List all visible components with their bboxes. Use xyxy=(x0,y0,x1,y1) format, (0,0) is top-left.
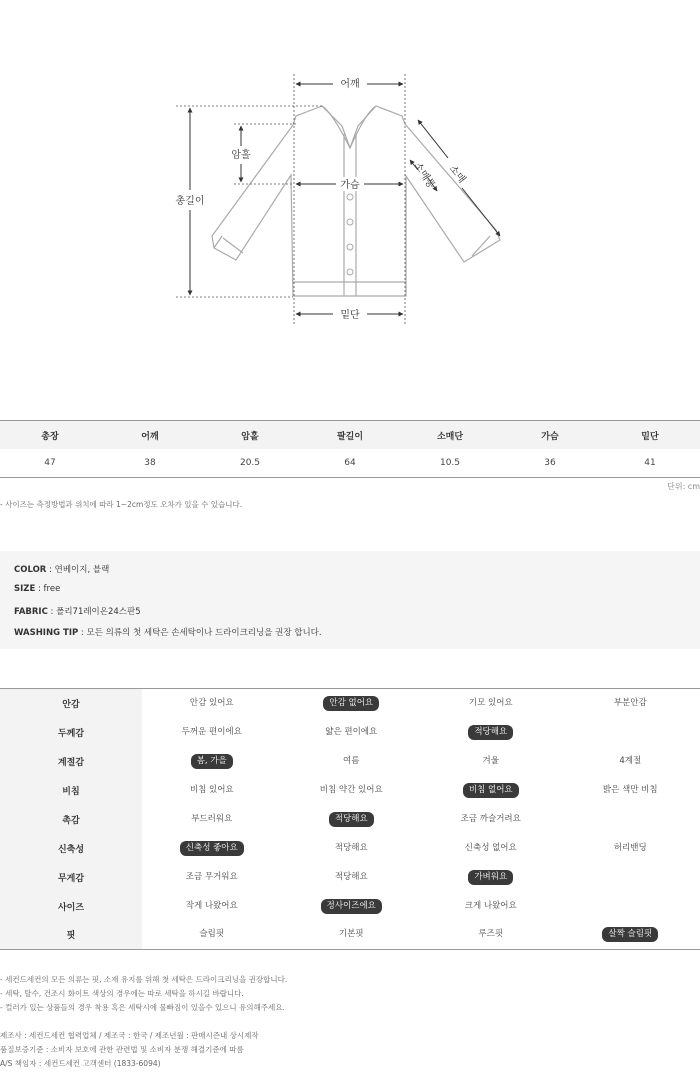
feature-option-cell xyxy=(421,805,561,834)
size-header-armhole: 암홀 xyxy=(200,421,300,450)
color-line xyxy=(14,563,109,575)
product-info-box xyxy=(0,551,700,649)
feature-option-cell xyxy=(421,892,561,921)
feature-option: 여름 xyxy=(343,755,360,766)
feature-name: 무게감 xyxy=(0,863,142,892)
feature-option-cell xyxy=(282,747,422,776)
label-sleeve: 소매 xyxy=(446,163,468,186)
feature-option: 조금 무거워요 xyxy=(185,871,238,882)
size-value: : free xyxy=(35,584,61,594)
feature-option-selected: 봄, 가을 xyxy=(191,754,233,769)
feature-option-cell xyxy=(421,921,561,950)
garment-outline xyxy=(212,106,500,296)
size-value-total-length: 47 xyxy=(0,449,100,478)
feature-option-cell xyxy=(282,718,422,747)
feature-option: 크게 나왔어요 xyxy=(464,900,517,911)
size-value-armhole: 20.5 xyxy=(200,449,300,478)
feature-option-selected: 가벼워요 xyxy=(468,870,513,885)
feature-table xyxy=(0,688,700,950)
feature-option: 4계절 xyxy=(619,755,642,766)
feature-option-cell xyxy=(561,834,700,863)
label-chest: 가슴 xyxy=(340,180,360,191)
feature-option: 슬림핏 xyxy=(199,929,225,940)
feature-option-cell xyxy=(282,921,422,950)
fabric-line xyxy=(14,605,141,617)
label-shoulder: 어깨 xyxy=(340,79,360,90)
feature-option: 부분안감 xyxy=(613,697,647,708)
feature-option-cell xyxy=(142,892,282,921)
feature-option-selected: 비침 없어요 xyxy=(463,783,519,798)
feature-option: 두꺼운 편이에요 xyxy=(181,726,242,737)
feature-row xyxy=(0,776,700,805)
feature-row xyxy=(0,863,700,892)
washing-line xyxy=(14,626,322,638)
feature-option-cell xyxy=(282,805,422,834)
feature-option: 겨울 xyxy=(482,755,499,766)
feature-name: 안감 xyxy=(0,689,142,718)
size-header-shoulder: 어깨 xyxy=(100,421,200,450)
feature-option-selected: 적당해요 xyxy=(329,812,374,827)
feature-row xyxy=(0,689,700,718)
feature-option-cell xyxy=(421,689,561,718)
care-notes xyxy=(0,974,287,1016)
care-note: - 컬러가 있는 상품들의 경우 착용 혹은 세탁시에 물빠짐이 있을수 있으니 유의해주세요. xyxy=(0,1003,285,1012)
size-header-arm-length: 팔길이 xyxy=(300,421,400,450)
feature-option-cell xyxy=(282,834,422,863)
feature-option-cell xyxy=(421,834,561,863)
feature-option-cell xyxy=(282,689,422,718)
size-header-sleeve-cuff: 소매단 xyxy=(400,421,500,450)
feature-option-cell xyxy=(142,834,282,863)
feature-option: 허리밴딩 xyxy=(613,842,647,853)
feature-option: 조금 까슬거려요 xyxy=(460,813,521,824)
manufacturer-info xyxy=(0,1030,259,1072)
feature-option-cell xyxy=(561,689,700,718)
quality-standard-line: 품질보증기준 : 소비자 보호에 관한 관련법 및 소비자 분쟁 해결기준에 따름 xyxy=(0,1045,244,1054)
feature-option: 신축성 없어요 xyxy=(464,842,517,853)
feature-option-cell xyxy=(142,718,282,747)
feature-row xyxy=(0,921,700,950)
feature-row xyxy=(0,805,700,834)
cardigan-buttons xyxy=(347,194,353,275)
feature-option-cell xyxy=(421,747,561,776)
feature-option-cell xyxy=(142,921,282,950)
feature-option-selected: 적당해요 xyxy=(468,725,513,740)
feature-row xyxy=(0,747,700,776)
feature-option: 기본핏 xyxy=(338,929,364,940)
size-table-value-row xyxy=(0,449,700,478)
feature-option-cell xyxy=(421,718,561,747)
label-hem: 밑단 xyxy=(340,310,360,321)
washing-value: : 모든 의류의 첫 세탁은 손세탁이나 드라이크리닝을 권장 합니다. xyxy=(78,628,322,638)
feature-option-cell xyxy=(282,863,422,892)
feature-option-cell xyxy=(421,863,561,892)
size-header-hem: 밑단 xyxy=(600,421,700,450)
as-contact-line: A/S 책임자 : 세컨드세컨 고객센터 (1833-6094) xyxy=(0,1059,161,1068)
size-value-shoulder: 38 xyxy=(100,449,200,478)
measurement-diagram xyxy=(0,0,700,400)
feature-name: 비침 xyxy=(0,776,142,805)
feature-option: 비침 있어요 xyxy=(189,784,234,795)
feature-name: 신축성 xyxy=(0,834,142,863)
size-unit: 단위: cm xyxy=(667,482,700,491)
feature-row xyxy=(0,892,700,921)
feature-option: 루즈핏 xyxy=(478,929,504,940)
size-value-sleeve-cuff: 10.5 xyxy=(400,449,500,478)
size-header-chest: 가슴 xyxy=(500,421,600,450)
feature-row xyxy=(0,718,700,747)
feature-option: 기모 있어요 xyxy=(468,697,513,708)
feature-option: 비침 약간 있어요 xyxy=(319,784,383,795)
feature-option-cell xyxy=(142,805,282,834)
feature-name: 핏 xyxy=(0,921,142,950)
feature-option: 부드러워요 xyxy=(191,813,233,824)
feature-option-cell xyxy=(561,892,700,921)
feature-option: 적당해요 xyxy=(334,842,368,853)
size-table-header-row xyxy=(0,421,700,450)
feature-option-selected: 신축성 좋아요 xyxy=(180,841,244,856)
feature-option: 작게 나왔어요 xyxy=(185,900,238,911)
feature-option-cell xyxy=(142,863,282,892)
feature-name: 촉감 xyxy=(0,805,142,834)
feature-option-cell xyxy=(142,747,282,776)
care-note: - 세컨드세컨의 모든 의류는 핏, 소재 유지를 위해 첫 세탁은 드라이크리닝을 권장합니다. xyxy=(0,975,288,984)
size-line xyxy=(14,584,60,594)
feature-option: 안감 있어요 xyxy=(189,697,234,708)
feature-option-selected: 살짝 슬림핏 xyxy=(602,927,658,942)
feature-option-cell xyxy=(561,921,700,950)
feature-option: 얇은 편이에요 xyxy=(325,726,378,737)
feature-option-cell xyxy=(142,689,282,718)
size-value-arm-length: 64 xyxy=(300,449,400,478)
washing-label: WASHING TIP xyxy=(14,628,79,638)
feature-name: 사이즈 xyxy=(0,892,142,921)
manufacturer-line: 제조사 : 세컨드세컨 협력업체 / 제조국 : 한국 / 제조년월 : 판매시즌내 상시제작 xyxy=(0,1031,259,1040)
feature-option: 밝은 색만 비침 xyxy=(602,784,658,795)
feature-option-cell xyxy=(561,776,700,805)
feature-name: 계절감 xyxy=(0,747,142,776)
feature-option-cell xyxy=(561,747,700,776)
feature-option-cell xyxy=(282,776,422,805)
color-value: : 연베이지, 블랙 xyxy=(46,565,110,575)
feature-option-cell xyxy=(561,863,700,892)
size-header-total-length: 총장 xyxy=(0,421,100,450)
label-total-length: 총길이 xyxy=(175,196,205,207)
feature-option-cell xyxy=(421,776,561,805)
measurement-arrows xyxy=(190,84,500,314)
feature-name: 두께감 xyxy=(0,718,142,747)
color-label: COLOR xyxy=(14,565,47,575)
feature-row xyxy=(0,834,700,863)
fabric-label: FABRIC xyxy=(14,607,48,617)
size-table xyxy=(0,420,700,478)
size-value-hem: 41 xyxy=(600,449,700,478)
cardigan-illustration xyxy=(0,0,700,400)
size-label: SIZE xyxy=(14,584,36,594)
feature-option-cell xyxy=(561,805,700,834)
label-sleeve-opening: 소매통 xyxy=(411,160,437,191)
feature-option-cell xyxy=(142,776,282,805)
care-note: - 세탁, 탈수, 건조시 화이트 색상의 경우에는 따로 세탁을 하시길 바랍니다. xyxy=(0,989,244,998)
label-armhole: 암홀 xyxy=(231,150,251,161)
feature-option-cell xyxy=(561,718,700,747)
feature-option-selected: 안감 없어요 xyxy=(323,696,379,711)
size-value-chest: 36 xyxy=(500,449,600,478)
feature-option-selected: 정사이즈에요 xyxy=(321,899,382,914)
size-note: - 사이즈는 측정방법과 위치에 따라 1~2cm정도 오차가 있을 수 있습니다. xyxy=(0,500,243,509)
fabric-value: : 폴리71레이온24스판5 xyxy=(47,607,141,617)
feature-option-cell xyxy=(282,892,422,921)
feature-option: 적당해요 xyxy=(334,871,368,882)
